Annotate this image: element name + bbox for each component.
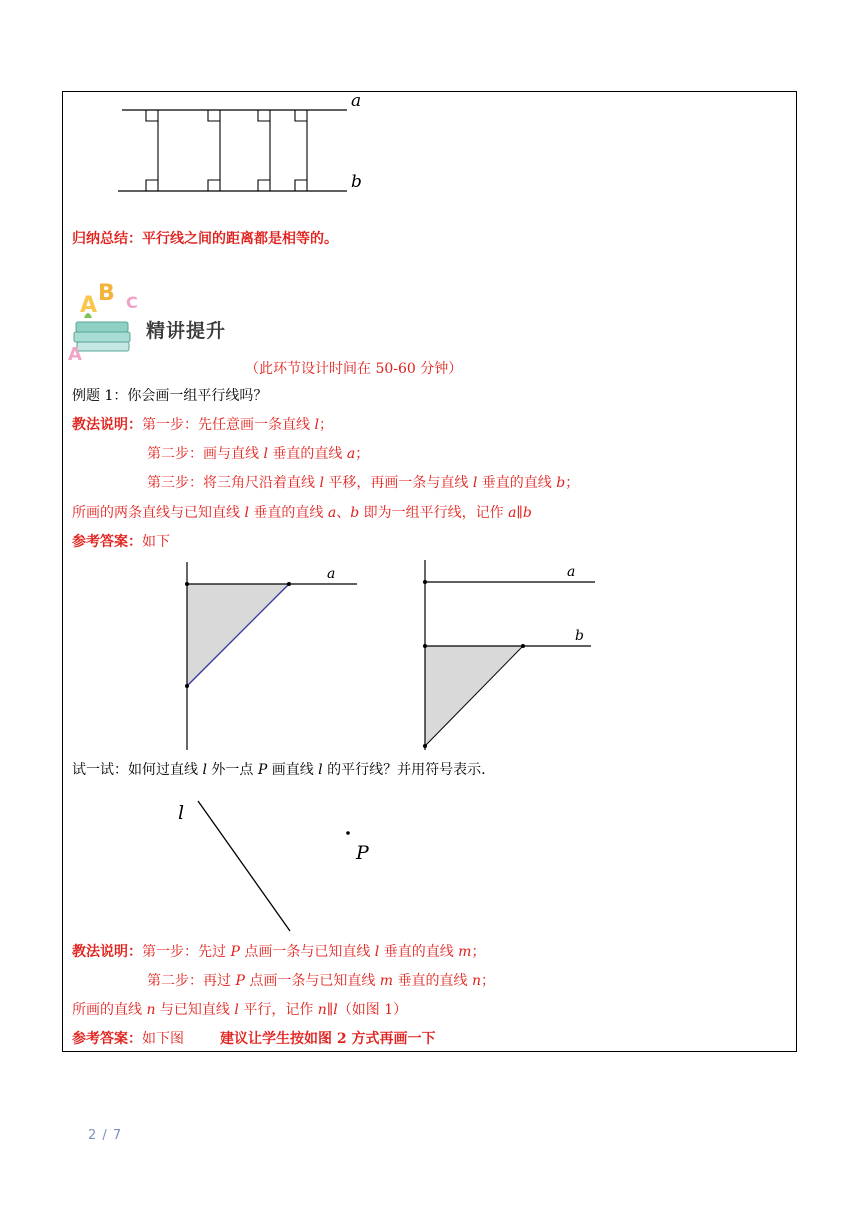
method2-step1 xyxy=(72,943,485,961)
step1-text: 第一步：先任意画一条直线 xyxy=(142,417,315,433)
step2-mid2: 垂直的直线 xyxy=(393,973,472,989)
suggestion-text: 建议让学生按如图 2 方式再画一下 xyxy=(220,1031,436,1047)
time-note: （此环节设计时间在 50-60 分钟） xyxy=(245,361,463,377)
var-b: b xyxy=(350,505,360,521)
conclusion-text: 所画的两条直线与已知直线 xyxy=(72,505,245,521)
method2-conclusion xyxy=(72,1001,407,1019)
logo-letter-b: B xyxy=(98,281,115,306)
var-l: l xyxy=(244,505,249,521)
method-label: 教法说明： xyxy=(72,944,142,960)
var-l: l xyxy=(263,446,268,462)
logo-letter-c: C xyxy=(126,293,138,312)
var-p: P xyxy=(230,944,240,960)
method2-answer xyxy=(72,1030,436,1048)
var-l: l xyxy=(314,417,319,433)
step3-end: ； xyxy=(565,475,580,491)
step1-end: ； xyxy=(318,417,333,433)
conclusion-mid: 与已知直线 xyxy=(155,1002,235,1018)
section-title: 精讲提升 xyxy=(146,320,227,342)
summary-prefix: 归纳总结： xyxy=(72,231,142,247)
var-b: b xyxy=(556,475,566,491)
label-a: a xyxy=(567,564,576,580)
step2-end: ； xyxy=(355,446,370,462)
label-p: P xyxy=(356,842,369,864)
abc-books-logo xyxy=(68,282,150,364)
answer-label: 参考答案： xyxy=(72,534,142,550)
label-b: b xyxy=(575,628,584,644)
step3-text: 第三步：将三角尺沿着直线 xyxy=(147,475,320,491)
example1-step3 xyxy=(147,474,579,492)
var-l: l xyxy=(472,475,478,491)
logo-letter-a: A xyxy=(80,293,98,318)
example1-step1 xyxy=(72,416,333,434)
var-p: P xyxy=(257,762,268,778)
step2-mid: 垂直的直线 xyxy=(267,446,347,462)
var-n: n xyxy=(471,973,481,989)
label-l: l xyxy=(178,802,185,824)
step3-mid: 平移，再画一条与直线 xyxy=(323,475,473,491)
logo-letter-a2: A xyxy=(68,344,82,365)
summary-text: 平行线之间的距离都是相等的。 xyxy=(142,231,338,247)
conclusion-text: 所画的直线 xyxy=(72,1002,147,1018)
page-number: 2 / 7 xyxy=(88,1128,123,1143)
summary-line xyxy=(72,230,338,248)
answer-label: 参考答案： xyxy=(72,1031,142,1047)
step3-mid2: 垂直的直线 xyxy=(477,475,557,491)
conclusion-mid: 垂直的直线 xyxy=(248,505,328,521)
prompt-text: 试一试：如何过直线 xyxy=(72,762,203,778)
label-a: a xyxy=(351,91,362,111)
step2-end: ； xyxy=(481,973,495,989)
step1-end: ； xyxy=(471,944,486,960)
step1-mid2: 垂直的直线 xyxy=(379,944,459,960)
var-l: l xyxy=(319,475,324,491)
try-it-prompt xyxy=(72,761,486,779)
var-m: m xyxy=(379,973,394,989)
example1-question: 例题 1：你会画一组平行线吗？ xyxy=(72,388,268,404)
label-a: a xyxy=(327,566,336,582)
example1-step2 xyxy=(147,445,369,463)
answer-text: 如下图 xyxy=(142,1031,184,1047)
triangle-figure-right xyxy=(415,560,605,755)
answer-text: 如下 xyxy=(142,534,170,550)
var-a: a xyxy=(327,505,337,521)
step2-text: 第二步：再过 xyxy=(147,973,236,989)
method-label: 教法说明： xyxy=(72,417,142,433)
example1-conclusion xyxy=(72,504,532,522)
conclusion-end: （如图 1） xyxy=(337,1002,408,1018)
var-l: l xyxy=(374,944,380,960)
var-a: a xyxy=(346,446,356,462)
prompt-end: 的平行线？并用符号表示. xyxy=(322,762,486,778)
var-l: l xyxy=(318,762,323,778)
triangle-figure-left xyxy=(175,560,375,755)
label-b: b xyxy=(351,172,362,192)
point-p xyxy=(346,831,350,835)
separator: 、 xyxy=(336,505,351,521)
var-n: n xyxy=(146,1002,156,1018)
parallel-distance-figure xyxy=(110,92,370,202)
step1-mid: 点画一条与已知直线 xyxy=(239,944,375,960)
prompt-mid: 外一点 xyxy=(206,762,258,778)
conclusion-mid2: 即为一组平行线，记作 xyxy=(359,505,509,521)
prompt-mid2: 画直线 xyxy=(267,762,319,778)
parallel-notation: a∥b xyxy=(508,505,532,521)
parallel-notation: n∥l xyxy=(317,1002,338,1018)
step2-mid: 点画一条与已知直线 xyxy=(244,973,380,989)
method2-step2 xyxy=(147,972,495,990)
step1-text: 第一步：先过 xyxy=(142,944,231,960)
conclusion-mid2: 平行，记作 xyxy=(238,1002,318,1018)
var-l: l xyxy=(202,762,207,778)
var-m: m xyxy=(458,944,472,960)
step2-text: 第二步：画与直线 xyxy=(147,446,264,462)
var-p: P xyxy=(235,973,245,989)
var-l: l xyxy=(234,1002,239,1018)
line-and-point-figure xyxy=(170,795,390,940)
example1-answer xyxy=(72,533,170,551)
